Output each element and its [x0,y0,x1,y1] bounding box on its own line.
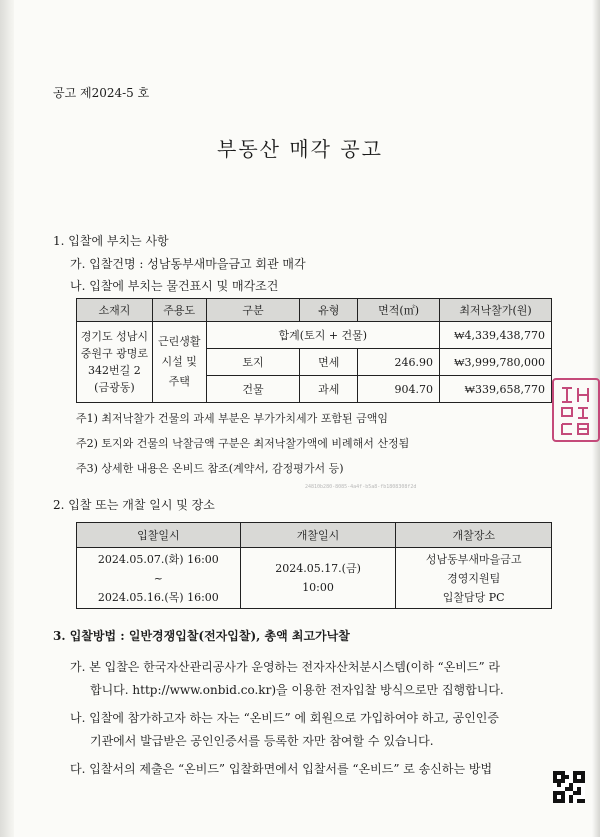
area-cell: 904.70 [358,376,440,403]
total-label-cell: 합계(토지 + 건물) [206,322,439,349]
table-row [77,548,552,609]
section2-heading: 2. 입찰 또는 개찰 일시 및 장소 [53,498,215,512]
table-header-cell: 소재지 [77,299,153,322]
location-line: 경기도 성남시 [80,330,149,343]
place-line: 성남동부새마을금고 [425,552,522,566]
total-price-cell: ₩4,339,438,770 [440,322,552,349]
document-number: 공고 제2024-5 호 [53,86,150,100]
table-header-cell: 입찰일시 [77,523,241,548]
table-header-cell: 유형 [300,299,358,322]
table-header-cell: 개찰장소 [396,523,552,548]
bid-end: 2024.05.16.(목) 16:00 [97,590,219,604]
section3-item-a-line1: 가. 본 입찰은 한국자산관리공사가 운영하는 전자자산처분시스템(이하 “온비드” 라 [70,660,501,674]
table-header-cell: 주용도 [152,299,206,322]
type-cell: 토지 [206,349,300,376]
table-header-row [77,299,552,322]
price-cell: ₩339,658,770 [440,376,552,403]
qr-code-icon [553,771,585,803]
section3-item-b-line1: 나. 입찰에 참가하고자 하는 자는 “온비드” 에 회원으로 가입하여야 하고, 공인인증 [70,711,499,725]
official-seal-icon [552,378,600,442]
bid-separator: ~ [153,571,163,585]
bid-period-cell [77,548,241,609]
use-cell [152,322,206,403]
type-cell: 건물 [206,376,300,403]
location-line: (금광동) [94,381,135,394]
open-time: 10:00 [302,581,334,594]
tax-cell: 과세 [300,376,358,403]
use-line: 근린생활 [157,335,201,348]
property-table [76,298,552,403]
section1-item-b: 나. 입찰에 부치는 물건표시 및 매각조건 [70,279,279,293]
open-place-cell [396,548,552,609]
tax-cell: 면세 [300,349,358,376]
use-line: 시설 및 [161,355,197,368]
section3-item-c-line1: 다. 입찰서의 제출은 “온비드” 입찰화면에서 입찰서를 “온비드” 로 송신하는 방법 [70,762,493,776]
table-header-cell: 개찰일시 [240,523,396,548]
place-line: 입찰담당 PC [442,590,505,604]
section3-item-b-line2: 기관에서 발급받은 공인인증서를 등록한 자만 참여할 수 있습니다. [90,734,434,748]
note-1: 주1) 최저낙찰가 건물의 과세 부분은 부가가치세가 포함된 금액임 [76,412,389,425]
bid-start: 2024.05.07.(화) 16:00 [97,552,219,566]
schedule-table [76,522,552,609]
table-header-row [77,523,552,548]
watermark-text: 24810b280-8085-4a4f-b5a8-fb1808308f2d [305,484,417,490]
price-cell: ₩3,999,780,000 [440,349,552,376]
note-3: 주3) 상세한 내용은 온비드 참조(계약서, 감정평가서 등) [76,462,344,475]
place-line: 경영지원팀 [447,571,501,585]
note-2: 주2) 토지와 건물의 낙찰금액 구분은 최저낙찰가액에 비례해서 산정됨 [76,437,410,450]
open-date: 2024.05.17.(금) [275,562,361,575]
use-line: 주택 [168,375,190,388]
table-header-cell: 면적(㎡) [358,299,440,322]
scan-fold-shadow [0,0,14,837]
table-row [77,322,552,349]
section3-heading: 3. 입찰방법 : 일반경쟁입찰(전자입찰), 총액 최고가낙찰 [53,629,350,643]
table-header-cell: 최저낙찰가(원) [440,299,552,322]
area-cell: 246.90 [358,349,440,376]
location-cell [77,322,153,403]
location-line: 342번길 2 [88,364,141,377]
table-header-cell: 구분 [206,299,300,322]
section1-item-a: 가. 입찰건명 : 성남동부새마을금고 회관 매각 [70,257,306,271]
location-line: 중원구 광명로 [80,347,149,360]
open-datetime-cell [240,548,396,609]
section1-heading: 1. 입찰에 부치는 사항 [53,234,169,248]
section3-item-a-line2: 합니다. http://www.onbid.co.kr)을 이용한 전자입찰 방식으로만 집행합니다. [90,683,504,697]
page-title: 부동산 매각 공고 [217,137,383,161]
